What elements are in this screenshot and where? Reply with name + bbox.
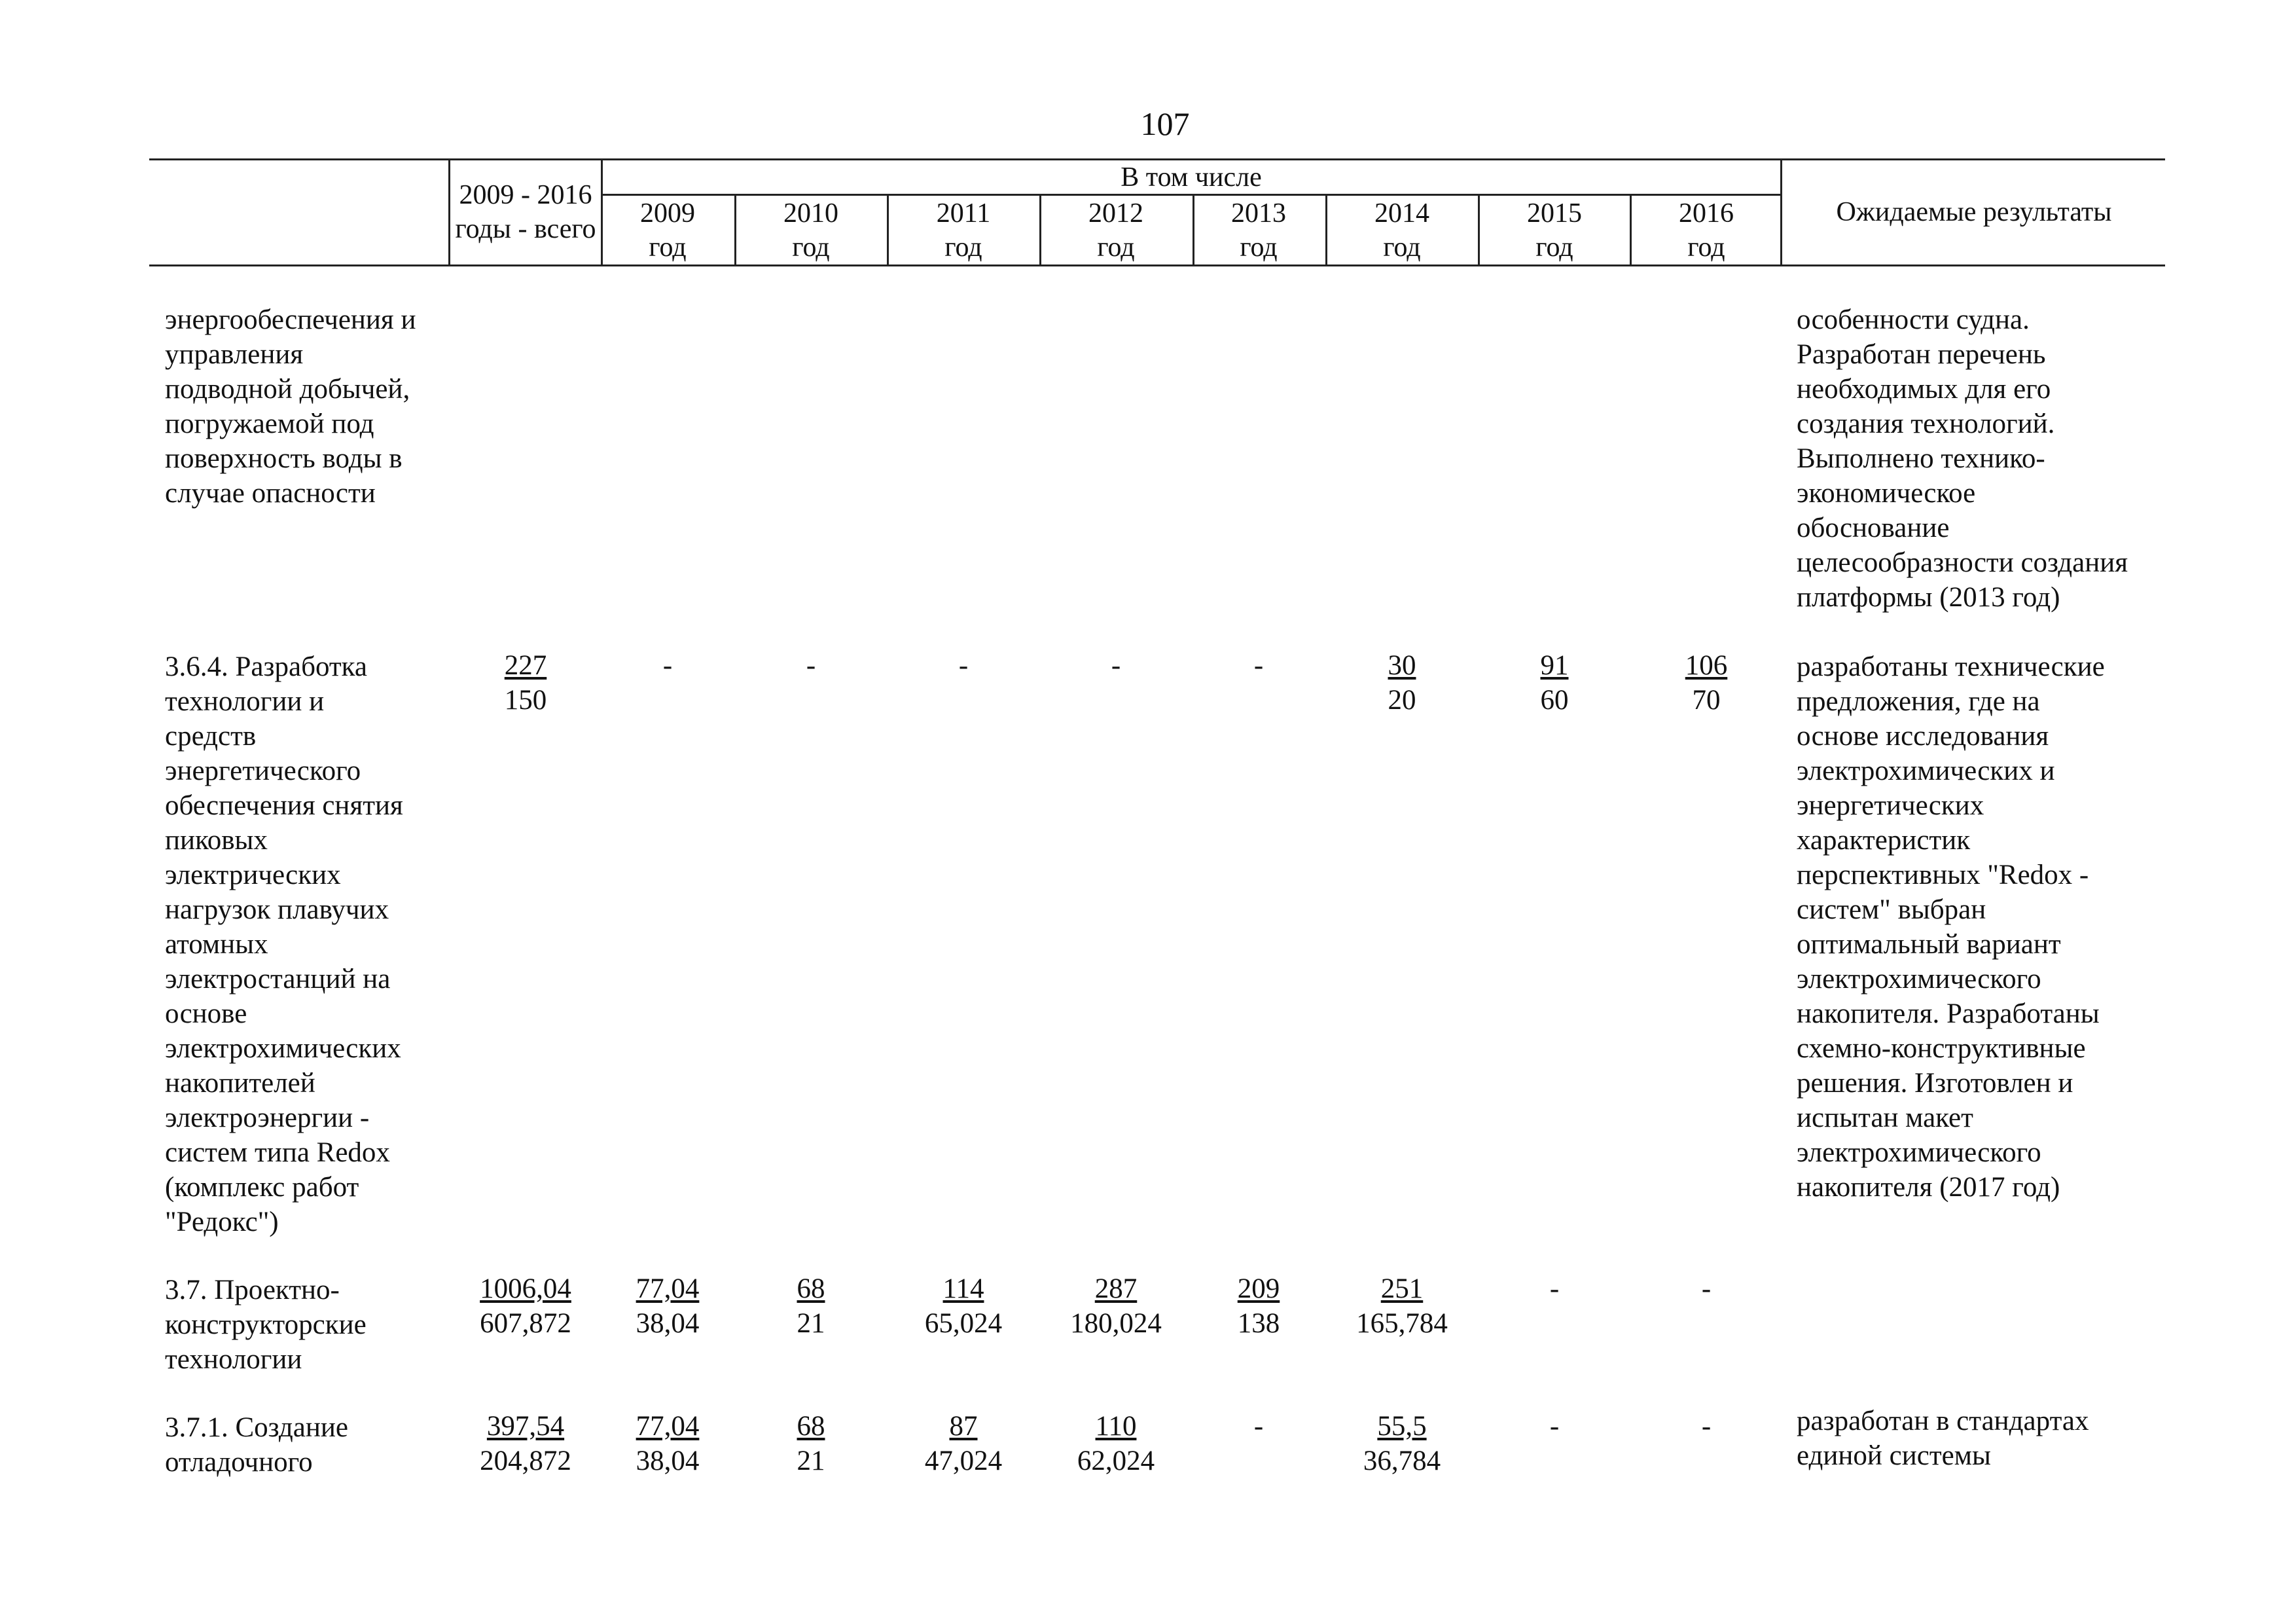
row-result: разработаны технические предложения, где на основе исследования электрохимических и энергетических характеристик перспективных "Redox - систем" выбран оптимальный вариант электрохимического накопителя. Разработаны схемно-конструктивные решения. Изготовлен и испытан макет электрохимического накопителя (2017 год) bbox=[1797, 651, 2105, 1203]
total-header-line1: 2009 - 2016 bbox=[459, 180, 592, 210]
cell-total: 397,54 204,872 bbox=[480, 1411, 571, 1476]
cell-total: 1006,04 607,872 bbox=[480, 1273, 571, 1339]
row-name: 3.7.1. Создание отладочного bbox=[165, 1412, 348, 1478]
row-name: 3.7. Проектно- конструкторские технологии bbox=[165, 1275, 367, 1375]
cell-2010: 68 21 bbox=[797, 1411, 825, 1476]
cell-2013: - bbox=[1253, 1411, 1264, 1442]
cell-2015: - bbox=[1549, 1273, 1560, 1304]
year-header-2010: 2010 год bbox=[783, 198, 838, 263]
cell-2013: - bbox=[1253, 650, 1264, 681]
cell-2010: - bbox=[806, 650, 816, 681]
year-header-2009: 2009 год bbox=[640, 198, 695, 263]
cell-2011: 114 65,024 bbox=[924, 1273, 1003, 1339]
total-column-header bbox=[450, 178, 601, 246]
cell-2016: 106 70 bbox=[1685, 650, 1728, 716]
results-column-header: Ожидаемые результаты bbox=[1836, 197, 2112, 227]
year-header-2012: 2012 год bbox=[1088, 198, 1143, 263]
cell-2014: 55,5 36,784 bbox=[1363, 1411, 1441, 1476]
cell-2010: 68 21 bbox=[797, 1273, 825, 1339]
cell-2016: - bbox=[1701, 1411, 1712, 1442]
cell-2011: - bbox=[958, 650, 969, 681]
cell-2011: 87 47,024 bbox=[924, 1411, 1003, 1476]
cell-total: 227 150 bbox=[504, 650, 547, 716]
year-header-2014: 2014 год bbox=[1374, 198, 1429, 263]
cell-2015: 91 60 bbox=[1540, 650, 1569, 716]
row-name: 3.6.4. Разработка технологии и средств энергетического обеспечения снятия пиковых электрических нагрузок плавучих атомных электростанций на основе электрохимических накопителей электроэнергии - систем типа Redox (комплекс работ "Редокс") bbox=[165, 651, 403, 1237]
row-result: особенности судна. Разработан перечень необходимых для его создания технологий. Выполнено технико- экономическое обоснование целесообразности создания платформы (2013 год) bbox=[1797, 304, 2128, 613]
cell-2012: 110 62,024 bbox=[1077, 1411, 1155, 1476]
row-result: разработан в стандартах единой системы bbox=[1797, 1406, 2089, 1471]
cell-2014: 30 20 bbox=[1388, 650, 1416, 716]
group-header: В том числе bbox=[1121, 162, 1262, 192]
year-header-2013: 2013 год bbox=[1231, 198, 1286, 263]
year-header-2015: 2015 год bbox=[1527, 198, 1582, 263]
total-header-line2: годы - всего bbox=[455, 214, 596, 244]
page-number: 107 bbox=[1140, 105, 1190, 142]
header-bottom-rule bbox=[149, 264, 2165, 266]
cell-2016: - bbox=[1701, 1273, 1712, 1304]
year-header-2011: 2011 год bbox=[936, 198, 991, 263]
cell-2015: - bbox=[1549, 1411, 1560, 1442]
cell-2012: 287 180,024 bbox=[1070, 1273, 1162, 1339]
cell-2014: 251 165,784 bbox=[1356, 1273, 1448, 1339]
cell-2012: - bbox=[1111, 650, 1121, 681]
year-header-2016: 2016 год bbox=[1679, 198, 1734, 263]
row-name: энергообеспечения и управления подводной добычей, погружаемой под поверхность воды в случае опасности bbox=[165, 304, 416, 509]
cell-2009: 77,04 38,04 bbox=[636, 1411, 700, 1476]
cell-2009: - bbox=[662, 650, 673, 681]
cell-2009: 77,04 38,04 bbox=[636, 1273, 700, 1339]
cell-2013: 209 138 bbox=[1237, 1273, 1280, 1339]
